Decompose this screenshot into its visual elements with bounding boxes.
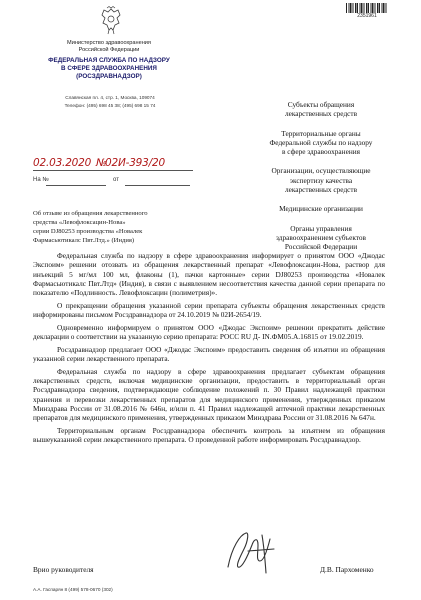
service-name — [26, 57, 192, 81]
addressee-line: здравоохранением субъектов — [276, 232, 366, 242]
service-line: ФЕДЕРАЛЬНАЯ СЛУЖБА ПО НАДЗОРУ — [48, 57, 170, 64]
subject-line: средства «Левофлоксацин-Нова» — [33, 219, 126, 226]
addressee-line: экспертизу качества — [289, 175, 353, 185]
ministry-name — [34, 40, 184, 54]
registration-number: 02И-393/20 — [105, 157, 165, 169]
reference-row — [33, 177, 193, 187]
reference-date-label: от — [113, 177, 119, 183]
body-paragraph: О прекращении обращения указанной серии препарата субъекты обращения лекарственных средств информированы письмом Росздравнадзора от 24.10.2019 № 02И-2654/19. — [33, 300, 385, 320]
barcode — [346, 3, 388, 13]
body-paragraph: Федеральная служба по надзору в сфере здравоохранения предлагает субъектам обращения лекарственных средств, включая медицинские организации, предоставить в территориальный орган Росздравнадзора сведения, подтверждающие соблюдение положений п. 30 Правил надлежащей практики хранения и перевозки лекарственных препаратов для медицинского применения, утвержденных приказом Минздрава России от 31.08.2016 № 646н, и/или п. 41 Правил надлежащей аптечной практики лекарственных препаратов для медицинского применения, утвержденных приказом Минздрава России от 31.08.2016 № 647н. — [33, 366, 385, 423]
addressee-line: в сфере здравоохранения — [282, 147, 360, 157]
addressee — [254, 100, 388, 119]
body-paragraph: Федеральная служба по надзору в сфере здравоохранения информирует о принятом ООО «Джодас Экспоим» решении отозвать из обращения лекарственный препарат «Левофлоксацин-Нова, раствор для инъекций 5 мг/мл 100 мл, флаконы (1), пачки картонные» серии DJ80253 производства «Новалек Фармасьютикалс Пвт.Лтд» (Индия), в связи с выявлением несоответствия качества данной серии препарата по показателю «Подлинность. Левофлоксацин (полиметрия)». — [33, 251, 385, 298]
registration-underline — [33, 170, 193, 171]
addressee-line: Медицинские организации — [279, 204, 363, 214]
reference-date-line — [125, 185, 190, 186]
subject-line: Фармасьютикалс Пвт.Лтд.» (Индия) — [33, 237, 135, 244]
sender-address — [30, 94, 190, 109]
signatory-name: Д.В. Пархоменко — [320, 565, 374, 574]
subject-line: Об отзыве из обращения лекарственного — [33, 210, 148, 217]
stamp-number: 2351961 — [357, 13, 377, 19]
coat-of-arms-icon — [98, 6, 124, 36]
letter-subject — [33, 209, 203, 245]
addressee-line: Органы управления — [290, 223, 352, 233]
body-paragraph: Территориальным органам Росздравнадзора обеспечить контроль за изъятием из обращения вышеуказанной серии лекарственного препарата. О проведенной работе информировать Росздравнадзор. — [33, 425, 385, 445]
addressee — [254, 129, 388, 157]
signatory-role: Врио руководителя — [33, 565, 94, 574]
incoming-stamp — [346, 3, 388, 20]
subject-line: серии DJ80253 производства «Новалек — [33, 228, 143, 235]
addressee-line: Российской Федерации — [284, 242, 358, 252]
addressee-line: Территориальные органы — [281, 128, 361, 138]
body-paragraph: Росздравнадзор предлагает ООО «Джодас Экспоим» предоставить сведения об изъятии из обращения указанной серии лекарственного препарата. — [33, 344, 385, 363]
body-paragraph: Одновременно информируем о принятом ООО «Джодас Экспоим» решении прекратить действие декларации о соответствии на указанную серию препарата: РОСС RU Д- IN.ФМ05.А.16815 от 19.02.2019. — [33, 322, 385, 342]
addressee-line: Субъекты обращения — [287, 100, 355, 109]
addressee-line: лекарственных средств — [284, 185, 358, 195]
addressee-line: лекарственных средств — [284, 109, 358, 119]
address-line: Славянская пл. 4, стр. 1, Москва, 109074 — [65, 95, 155, 100]
executor-contact: А.А. Гаспарян 8 (499) 578-0670 (302) — [33, 587, 113, 592]
addressee-line: Федеральной службы по надзору — [269, 137, 373, 147]
address-line: Телефон: (495) 698 45 38; (495) 698 15 74 — [64, 102, 156, 108]
addressee — [254, 224, 388, 252]
addressee — [254, 204, 388, 213]
service-line: (РОСЗДРАВНАДЗОР) — [76, 73, 142, 80]
service-line: В СФЕРЕ ЗДРАВООХРАНЕНИЯ — [61, 65, 157, 72]
handwritten-signature — [218, 527, 288, 577]
registration-number-sign: № — [96, 157, 107, 169]
addressee-line: Организации, осуществляющие — [271, 166, 371, 176]
addressee — [254, 166, 388, 194]
addressee-list — [254, 100, 388, 262]
ministry-line: Министерство здравоохранения — [67, 40, 151, 46]
letter-body — [33, 251, 385, 444]
reference-number-line — [46, 185, 106, 186]
reference-number-label: На № — [33, 177, 49, 183]
ministry-line: Российской Федерации — [78, 47, 140, 53]
registration-date: 02.03.2020 — [33, 157, 92, 169]
